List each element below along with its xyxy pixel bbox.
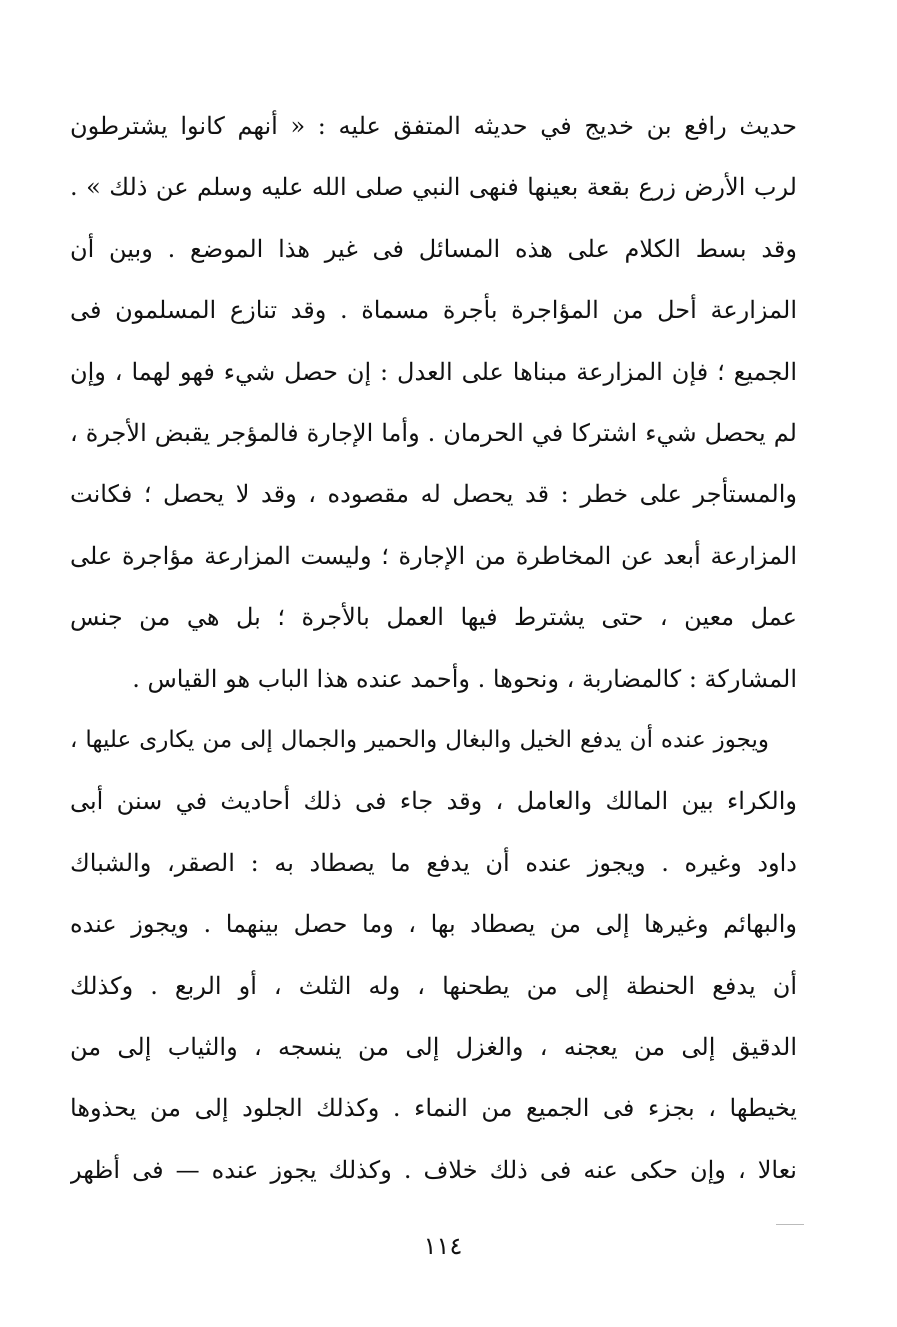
text-line: المشاركة : كالمضاربة ، ونحوها . وأحمد عنده هذا الباب هو القياس . — [132, 664, 797, 693]
text-line: المزارعة أحل من المؤاجرة بأجرة مسماة . وقد تنازع المسلمون فى — [70, 296, 797, 325]
text-line: المزارعة أبعد عن المخاطرة من الإجارة ؛ وليست المزارعة مؤاجرة على — [70, 541, 797, 570]
text-line: نعالا ، وإن حكى عنه فى ذلك خلاف . وكذلك يجوز عنده — فى أظهر — [70, 1155, 797, 1184]
text-line: الجميع ؛ فإن المزارعة مبناها على العدل : إن حصل شيء فهو لهما ، وإن — [70, 357, 797, 386]
text-line: والمستأجر على خطر : قد يحصل له مقصوده ، وقد لا يحصل ؛ فكانت — [70, 480, 797, 509]
text-line: وقد بسط الكلام على هذه المسائل فى غير هذا الموضع . وبين أن — [70, 234, 797, 263]
text-line: والبهائم وغيرها إلى من يصطاد بها ، وما حصل بينهما . ويجوز عنده — [70, 910, 797, 939]
paragraph-2 — [70, 710, 797, 1201]
scan-mark — [776, 1224, 804, 1225]
text-line: حديث رافع بن خديج في حديثه المتفق عليه : « أنهم كانوا يشترطون — [70, 112, 797, 140]
text-line: الدقيق إلى من يعجنه ، والغزل إلى من ينسجه ، والثياب إلى من — [70, 1032, 797, 1061]
text-line: أن يدفع الحنطة إلى من يطحنها ، وله الثلث ، أو الربع . وكذلك — [70, 971, 797, 1000]
text-line: عمل معين ، حتى يشترط فيها العمل بالأجرة ؛ بل هي من جنس — [70, 603, 797, 632]
paragraph-1 — [70, 96, 797, 710]
text-line: لم يحصل شيء اشتركا في الحرمان . وأما الإجارة فالمؤجر يقبض الأجرة ، — [70, 418, 797, 447]
text-line: لرب الأرض زرع بقعة بعينها فنهى النبي صلى الله عليه وسلم عن ذلك » . — [70, 173, 797, 202]
text-line: يخيطها ، بجزء فى الجميع من النماء . وكذلك الجلود إلى من يحذوها — [70, 1094, 797, 1123]
text-line: ويجوز عنده أن يدفع الخيل والبغال والحمير والجمال إلى من يكارى عليها ، — [70, 727, 769, 753]
page-number: ١١٤ — [423, 1232, 463, 1260]
text-line: داود وغيره . ويجوز عنده أن يدفع ما يصطاد به : الصقر، والشباك — [70, 848, 797, 877]
text-line: والكراء بين المالك والعامل ، وقد جاء فى ذلك أحاديث في سنن أبى — [70, 787, 797, 816]
